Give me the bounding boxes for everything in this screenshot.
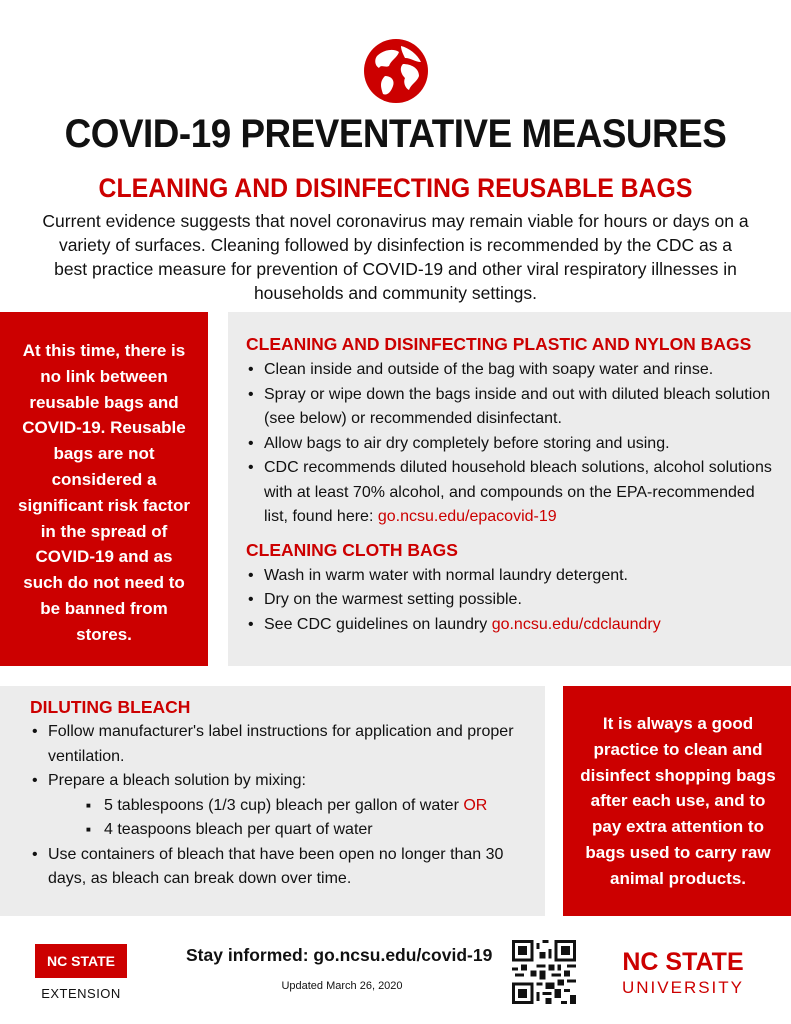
intro-paragraph: Current evidence suggests that novel coronavirus may remain viable for hours or days on a variety of surfaces. Cleaning followed by disinfection is recommended by the CDC as a best practice measure for prevention of COVID-19 and other viral respiratory illnesses in households and community settings. xyxy=(42,211,749,303)
or-label: OR xyxy=(463,796,488,814)
mix-instruction: Prepare a bleach solution by mixing: xyxy=(48,772,306,789)
qr-code-icon[interactable] xyxy=(512,940,576,1004)
bleach-list xyxy=(30,720,530,892)
globe-icon xyxy=(363,38,429,104)
list-item: • Use containers of bleach that have been open no longer than 30 days, as bleach can break down over time. xyxy=(30,843,530,892)
stay-informed-link[interactable]: Stay informed: go.ncsu.edu/covid-19 xyxy=(186,945,493,965)
plastic-list xyxy=(246,358,776,530)
gallon-ratio: 5 tablespoons (1/3 cup) bleach per gallon of water xyxy=(104,796,464,814)
plastic-section xyxy=(246,334,776,637)
list-item: • Clean inside and outside of the bag with soapy water and rinse. xyxy=(246,358,776,383)
cloth-list xyxy=(246,564,776,638)
list-item xyxy=(30,769,530,843)
list-item xyxy=(246,456,776,530)
sublist-item: ■ 4 teaspoons bleach per quart of water xyxy=(84,818,530,843)
ncsu-logo-wordmark: NC STATE xyxy=(622,948,744,976)
list-item: • Wash in warm water with normal laundry detergent. xyxy=(246,564,776,589)
plastic-heading: CLEANING AND DISINFECTING PLASTIC AND NYLON BAGS xyxy=(246,334,752,354)
laundry-text: See CDC guidelines on laundry xyxy=(264,615,492,633)
list-item: • Follow manufacturer's label instructions for application and proper ventilation. xyxy=(30,720,530,769)
page-title: COVID-19 PREVENTATIVE MEASURES xyxy=(64,112,727,156)
extension-logo-label: EXTENSION xyxy=(41,986,121,1001)
bleach-section xyxy=(30,697,530,892)
left-callout-text: At this time, there is no link between reusable bags and COVID-19. Reusable bags are not considered a significant risk factor in the spread of COVID-19 and as such do not need to be banned from stores. xyxy=(18,341,190,644)
updated-date: Updated March 26, 2020 xyxy=(281,980,403,992)
list-item: • Dry on the warmest setting possible. xyxy=(246,588,776,613)
page-subtitle: CLEANING AND DISINFECTING REUSABLE BAGS xyxy=(98,173,693,203)
right-callout-text: It is always a good practice to clean and disinfect shopping bags after each use, and to pay extra attention to bags used to carry raw animal products. xyxy=(580,714,776,888)
list-item: • Allow bags to air dry completely before storing and using. xyxy=(246,432,776,457)
cloth-heading: CLEANING CLOTH BAGS xyxy=(246,539,458,560)
list-item xyxy=(246,613,776,638)
list-item: • Spray or wipe down the bags inside and out with diluted bleach solution (see below) or recommended disinfectant. xyxy=(246,383,776,432)
extension-logo-badge: NC STATE xyxy=(35,944,127,978)
bleach-heading: DILUTING BLEACH xyxy=(30,697,191,717)
cdc-text: CDC recommends diluted household bleach solutions, alcohol solutions with at least 70% alcohol, and compounds on the EPA-recommended list, found here: xyxy=(264,459,772,525)
mix-sublist xyxy=(84,794,530,843)
laundry-link[interactable]: go.ncsu.edu/cdclaundry xyxy=(491,615,661,633)
ncsu-logo-subtext: UNIVERSITY xyxy=(621,978,745,997)
sublist-item xyxy=(84,794,530,819)
epa-link[interactable]: go.ncsu.edu/epacovid-19 xyxy=(377,508,557,525)
